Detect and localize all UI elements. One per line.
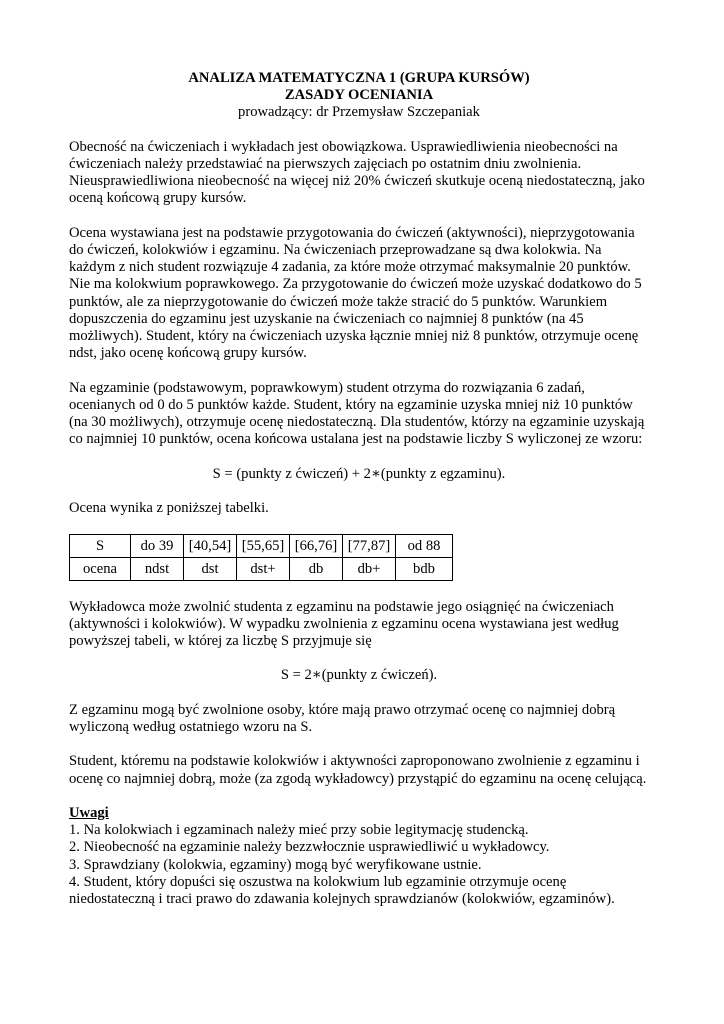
table-cell: bdb xyxy=(396,558,453,581)
assessment-paragraph: Ocena wystawiana jest na podstawie przygotowania do ćwiczeń (aktywności), nieprzygotowania do ćwiczeń, kolokwiów i egzaminu. Na ćwiczeniach przeprowadzane są dwa kolokwia. Na każdym z nich student rozwiązuje 4 zadania, za które może otrzymać maksymalnie 20 punktów. Nie ma kolokwium poprawkowego. Za przygotowanie do ćwiczeń może uzyskać dodatkowo do 5 punktów, ale za nieprzygotowanie do ćwiczeń może także stracić do 5 punktów. Warunkiem dopuszczenia do egzaminu jest uzyskanie na ćwiczeniach co najmniej 8 punktów (na 45 możliwych). Student, który na ćwiczeniach uzyska łącznie mniej niż 8 punktów, otrzymuje ocenę ndst, jako ocenę końcową grupy kursów. xyxy=(69,224,642,362)
list-item: 3. Sprawdziany (kolokwia, egzaminy) mogą być weryfikowane ustnie. xyxy=(69,856,482,873)
score-formula: S = (punkty z ćwiczeń) + 2∗(punkty z egzaminu). xyxy=(212,465,506,482)
lecturer-line: prowadzący: dr Przemysław Szczepaniak xyxy=(238,104,480,121)
table-cell: dst xyxy=(184,558,237,581)
table-intro: Ocena wynika z poniższej tabelki. xyxy=(69,500,269,516)
course-title: ANALIZA MATEMATYCZNA 1 (GRUPA KURSÓW) xyxy=(188,70,530,86)
table-cell: db xyxy=(290,558,343,581)
table-cell: do 39 xyxy=(131,535,184,558)
exam-paragraph: Na egzaminie (podstawowym, poprawkowym) student otrzyma do rozwiązania 6 zadań, ocenianych od 0 do 5 punktów każde. Student, który na egzaminie uzyska mniej niż 10 punktów (na 30 możliwych), otrzymuje ocenę niedostateczną. Dla studentów, którzy na egzaminie uzyskają co najmniej 10 punktów, ocena końcowa ustalana jest na podstawie liczby S wyliczonej ze wzoru: xyxy=(69,379,645,448)
document-content xyxy=(69,70,649,908)
list-item: 4. Student, który dopuści się oszustwa na kolokwium lub egzaminie otrzymuje ocenę niedostateczną i traci prawo do zdawania kolejnych sprawdzianów (kolokwiów, egzaminów). xyxy=(69,873,615,907)
exemption-paragraph: Wykładowca może zwolnić studenta z egzaminu na podstawie jego osiągnięć na ćwiczeniach (aktywności i kolokwiów). W wypadku zwolnienia z egzaminu ocena wystawiana jest według powyższej tabeli, w której za liczbę S przyjmuje się xyxy=(69,598,619,649)
table-row xyxy=(70,558,453,581)
exemption-eligibility-paragraph: Z egzaminu mogą być zwolnione osoby, które mają prawo otrzymać ocenę co najmniej dobrą wyliczoną według ostatniego wzoru na S. xyxy=(69,701,616,735)
table-row xyxy=(70,535,453,558)
grade-table xyxy=(69,534,453,581)
table-cell: S xyxy=(70,535,131,558)
excellent-grade-paragraph: Student, któremu na podstawie kolokwiów i aktywności zaproponowano zwolnienie z egzaminu i ocenę co najmniej dobrą, może (za zgodą wykładowcy) przystąpić do egzaminu na ocenę celującą. xyxy=(69,753,647,787)
table-cell: db+ xyxy=(343,558,396,581)
grading-rules-title: ZASADY OCENIANIA xyxy=(284,87,434,104)
table-cell: ocena xyxy=(70,558,131,581)
table-cell: [77,87] xyxy=(343,535,396,558)
table-cell: [55,65] xyxy=(237,535,290,558)
exemption-formula: S = 2∗(punkty z ćwiczeń). xyxy=(280,667,438,684)
table-cell: od 88 xyxy=(396,535,453,558)
table-cell: [40,54] xyxy=(184,535,237,558)
list-item: 2. Nieobecność na egzaminie należy bezzwłocznie usprawiedliwić u wykładowcy. xyxy=(69,839,550,856)
list-item: 1. Na kolokwiach i egzaminach należy mieć przy sobie legitymację studencką. xyxy=(69,822,529,839)
table-cell: [66,76] xyxy=(290,535,343,558)
notes-heading: Uwagi xyxy=(69,804,109,821)
table-cell: ndst xyxy=(131,558,184,581)
table-cell: dst+ xyxy=(237,558,290,581)
attendance-paragraph: Obecność na ćwiczeniach i wykładach jest obowiązkowa. Usprawiedliwienia nieobecności na ćwiczeniach należy przedstawiać na pierwszych zajęciach po ostatnim dniu zwolnienia. Nieusprawiedliwiona nieobecność na więcej niż 20% ćwiczeń skutkuje oceną niedostateczną, jako oceną końcową grupy kursów. xyxy=(69,138,645,207)
